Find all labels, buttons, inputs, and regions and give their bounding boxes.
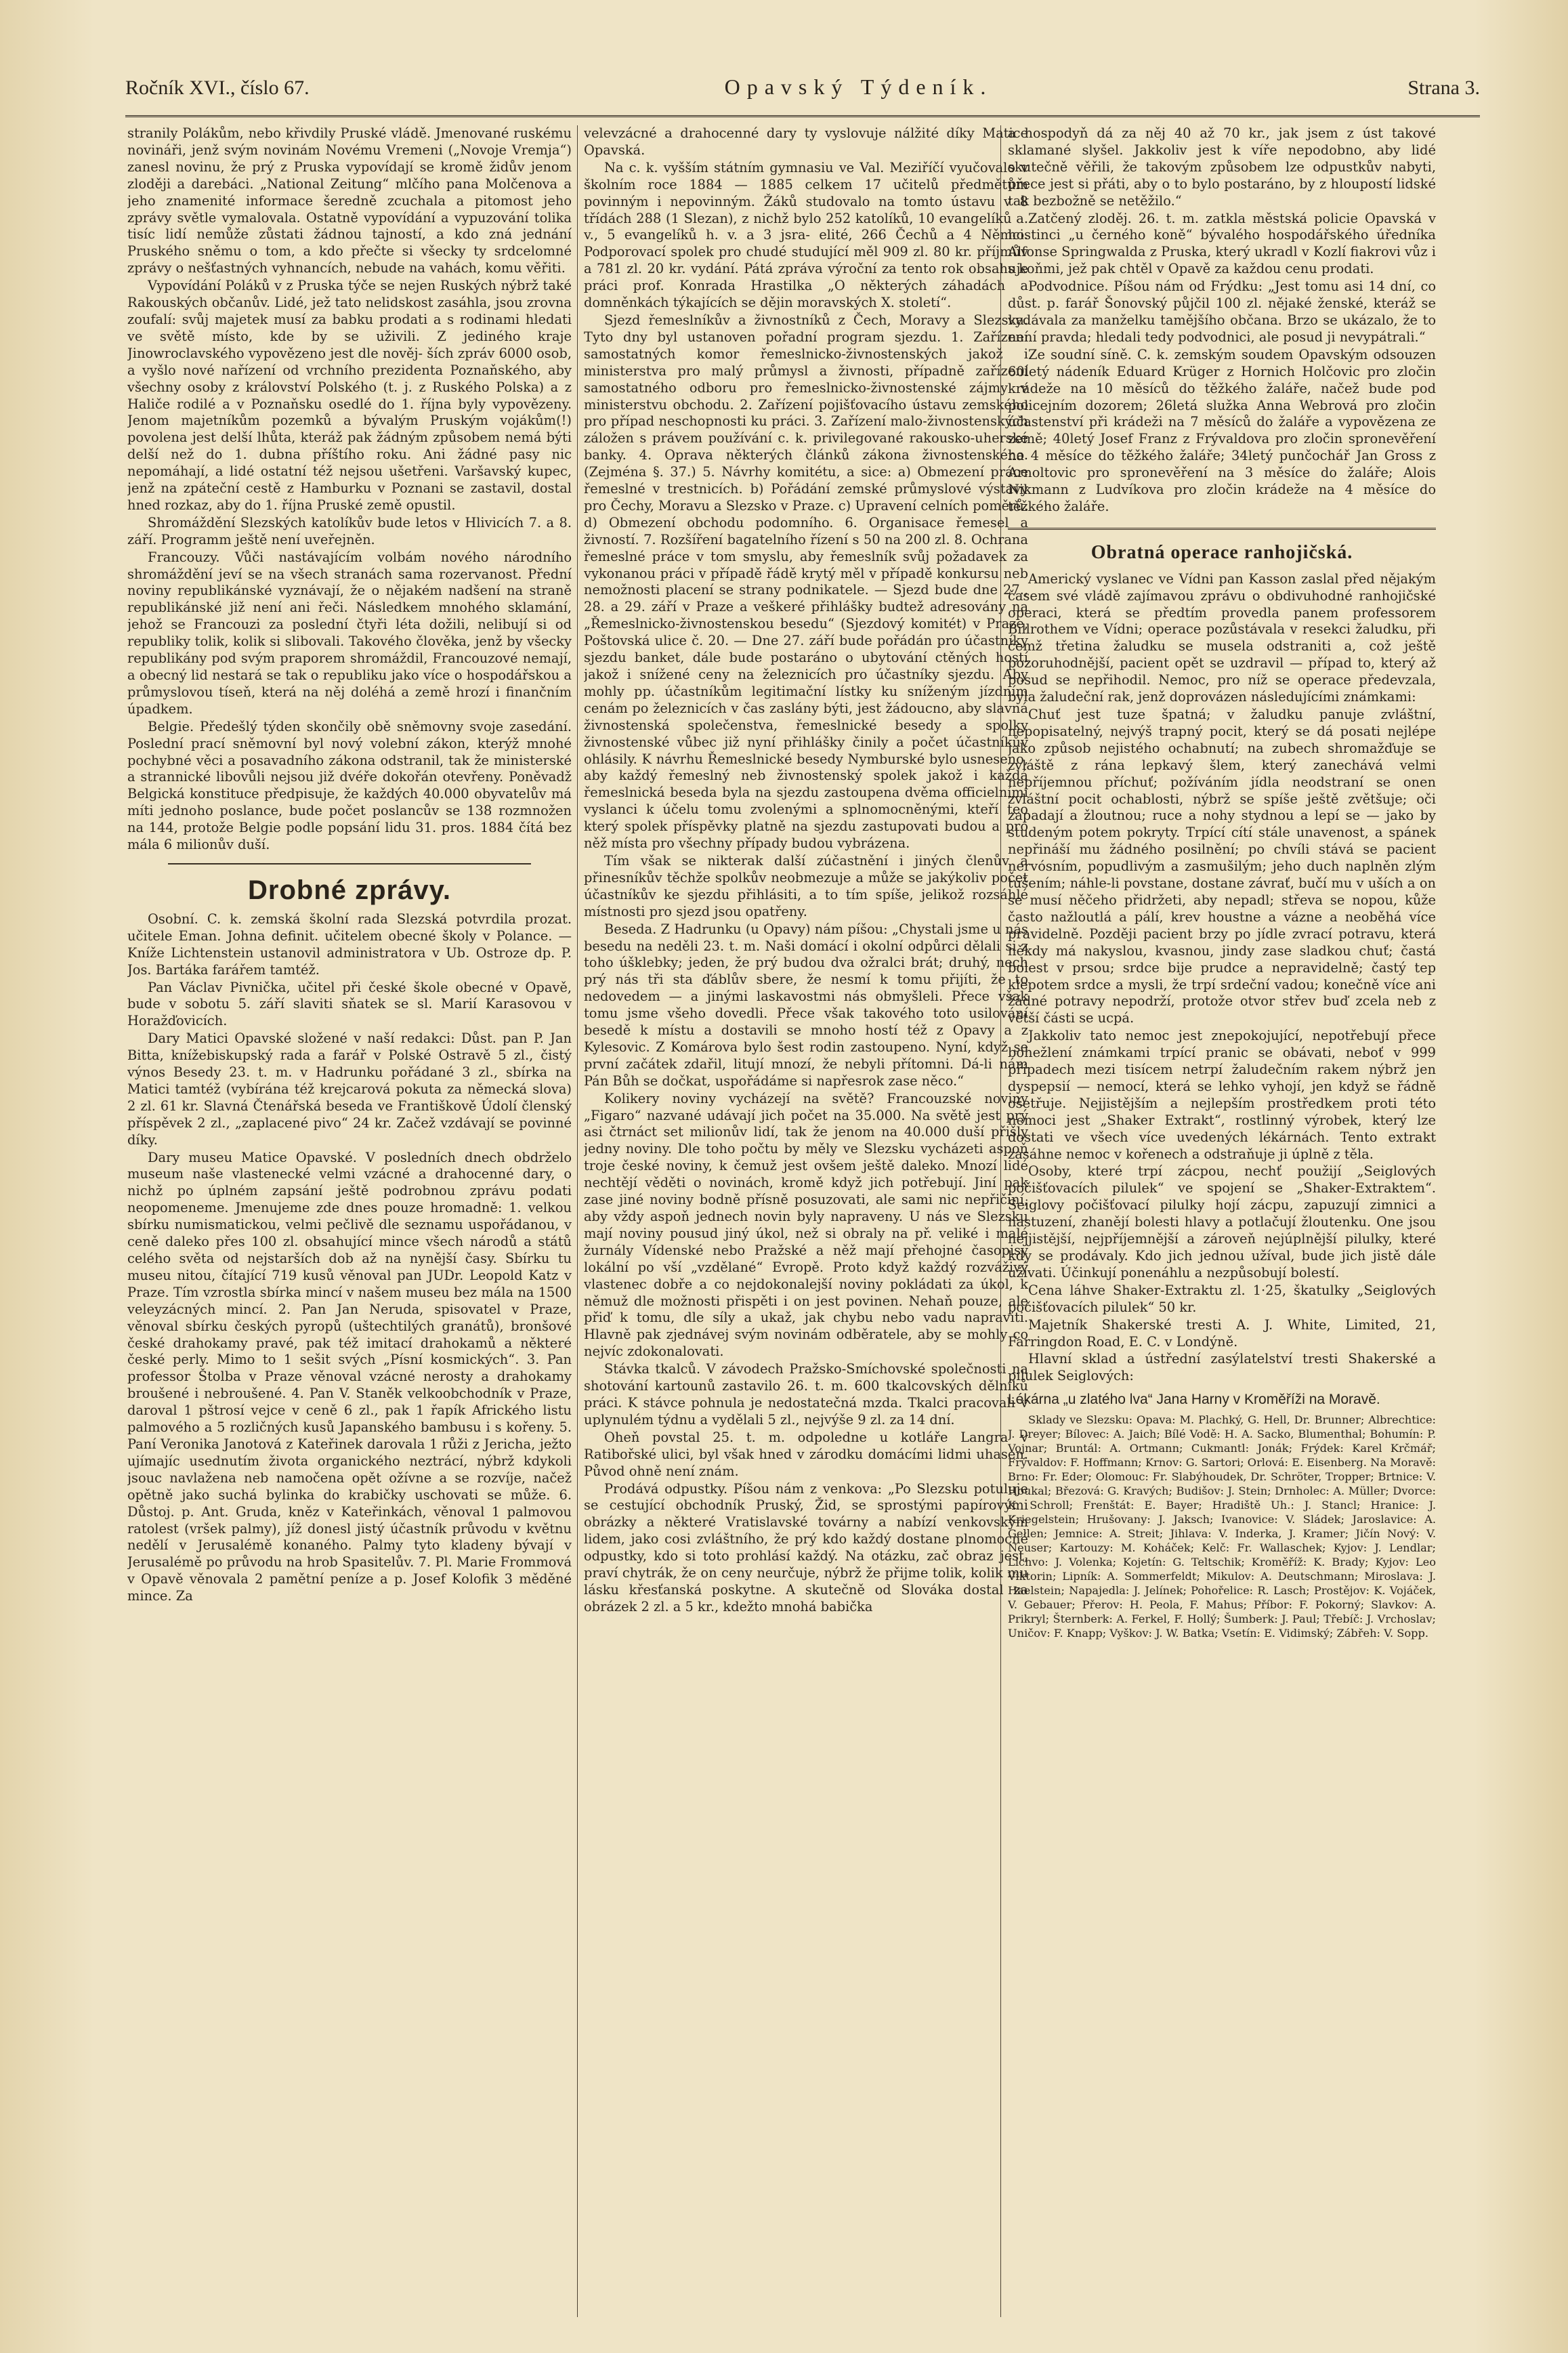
advert-heading: Obratná operace ranhojičská. bbox=[1090, 541, 1353, 563]
news-item: Pan Václav Pivnička, učitel při české škole obecné v Opavě, bude v sobotu 5. září slaviti sňatek se sl. Marií Karasovou v Horažďovicích. bbox=[127, 979, 572, 1029]
news-item: Osobní. C. k. zemská školní rada Slezská potvrdila prozat. učitele Eman. Johna definit. učitelem obecné školy v Polance. — Kníže Lichtenstein ustanovil administratora v Ub. Ostroze dp. P. Jos. Bartáka farářem tamtéž. bbox=[127, 911, 572, 978]
advert-paragraph: Chuť jest tuze špatná; v žaludku panuje zvláštní, nepopisatelný, nejvýš trapný pocit, který se dá posati nejlépe jako způsob nejistého ochabnutí; na zubech shromažďuje se zvláště z rána lepkavý šlem, který zanechává velmi nepříjemnou příchuť; požíváním jídla neodstraní se onen zvláštní pocit ochablosti, nýbrž se spíše ještě zvětšuje; oči zapadají a žloutnou; ruce a nohy stydnou a lepí se — jako by studeným potem pokryty. Trpící cítí stále unavenost, a spánek nepřináší mu žádného posilnění; po chvíli stává se pacient nervósním, popudlivým a zasmušilým; jeho duch naplněn zlým tušením; náhle-li povstane, dostane závrať, bučí mu v uších a on se musí něčeho přidržeti, aby nepadl; střeva se nopou, kůže často nažloutlá a pálí, krev houstne a vázne a neoběhá více pravidelně. Později pacient brzy po jídle zvrací potravu, která někdy má nakyslou, kvasnou, jindy zase sladkou chuť; častá bolest v prsou; srdce bije prudce a nepravidelně; častý tep klepotem srdce a mysli, že trpí srdeční vadou; konečně více ani žádné potravy nepodrží, protože otvor střev buď zcela neb z větší části se ucpá. bbox=[1008, 707, 1436, 1026]
advert-paragraph: Osoby, které trpí zácpou, nechť použijí „Seiglových počišťovacích pilulek“ ve spojení se „Shaker-Extraktem“. Seiglovy počišťovací pilulky hojí zácpu, zapuzují zimnici a nastuzení, zhanějí bolesti hlavy a potlačují žloutenku. One jsou nejjistější, nejpříjemnější a zároveň nejúplnější pilulky, které kdy se prodávaly. Kdo jich jednou užíval, bude jich jistě dále užívati. Účinkují ponenáhlu a nezpůsobují bolestí. bbox=[1008, 1163, 1436, 1280]
article-paragraph: Vypovídání Poláků v z Pruska týče se nejen Ruských nýbrž také Rakouských občanův. Lidé, jež tato nelidskost zasáhla, jsou zrovna zoufalí: svůj majetek musí za babku prodati a s rodinami hledati ve světě místo, kde by se uživili. Z jediného kraje Jinowroclavského vypovězeno jest dle nověj- ších zpráv 6000 osob, a vyšlo nové nařízení od vrchního prezidenta Poznaňského, aby všechny osoby z království Polského (t. j. z Ruského Polska) a z Haliče rodilé a v Poznaňsku osedlé do 1. října byly vypovězeny. Jenom majetníkům pozemků a bývalým Pruským vojákům(!) povolena jest delší lhůta, kteráž pak žádným způsobem nemá býti delší než do 1. dubna příštího roku. Ani žádné pasy nic nepomáhají, a lidé ostatní též nejsou ušetřeni. Varšavský kupec, jenž na zpáteční cestě z Hamburku v Poznani se zastavil, dostal hned rozkaz, aby do 1. října Pruské země opustil. bbox=[127, 278, 572, 513]
news-item: Tím však se nikterak další zúčastnění i jiných členův a přinesníkův těchže spolkův neobmezuje a může se jakýkoliv počet účastníkův ke sjezdu přihlásiti, a to tím spíše, jelikož rozsáhlé místnosti pro sjezd jsou opatřeny. bbox=[584, 852, 1028, 919]
news-item: Na c. k. vyšším státním gymnasiu ve Val. Meziříčí vyučovalo v školním roce 1884 — 1885 celkem 17 učitelů předmětům povinným i nepovinným. Žáků studovalo na tomto ústavu v 8 třídách 288 (1 Slezan), z nichž bylo 252 katolíků, 10 evangelíků a. v., 5 evangelíků h. v. a 3 jsra- elité, 266 Čechů a 4 Němci. Podporovací spolek pro chudé studující měl 909 zl. 80 kr. příjmův a 781 zl. 20 kr. vydání. Pátá zpráva výroční za tento rok obsahuje práci prof. Konrada Hrastilka „O některých záhadách a domněnkách týkajících se dějin moravských X. století“. bbox=[584, 159, 1028, 311]
news-item: Dary museu Matice Opavské. V posledních dnech obdrželo museum naše vlastenecké velmi vzácné a drahocenné dary, o nichž po úplném zapsání ještě podrobnou zprávu podati neopomeneme. Jmenujeme zde dnes pouze hromadně: 1. velkou sbírku numismatickou, velmi pečlivě dle seznamu uspořádanou, v ceně daleko přes 100 zl. obsahující mince všech národů a států celého světa od nejstarších dob až na nynější časy. Sbírku tu museu nitou, čítající 719 kusů věnoval pan JUDr. Leopold Katz v Praze. Tím vzrostla sbírka mincí v našem museu bez mála na 1500 veleyzácných mincí. 2. Pan Jan Neruda, spisovatel v Praze, věnoval sbírku českých pyropů (uštechtilých granátů), bronšové české drahokamy pravé, pak též imitací drahokamů a některé české perly. Mimo to 1 sešit svých „Písní kosmických“. 3. Pan professor Štolba v Praze věnoval vzácné nerosty a drahokamy broušené i nebroušené. 4. Pan V. Staněk velkoobchodník v Praze, daroval 1 pštrosí vejce v ceně 6 zl., pak 1 řapík Afrického listu palmového a 5 rozličných kusů Japanského bambusu i s kořeny. 5. Paní Veronika Janotová z Kateřinek darovala 1 růži z Jericha, ježto ujímajíc usednutím života organického neztrácí, nýbrž kdykoli jsouc navlažena neb namočena opět ožívne a se rozvíje, načež opětně jako suchá bylinka do krabičky uschovati se může. 6. Důstoj. p. Ant. Gruda, kněz v Kateřinkách, věnoval 1 palmovou ratolest (vršek palmy), jíž donesl jistý účastník průvodu v květnu nedělí v Jerusalémě konaného. Palmy tyto kladeny bývají v Jerusalémě po průvodu na hrob Spasitelův. 7. Pl. Marie Frommová v Opavě věnovala 2 pamětní peníze a p. Josef Kolofik 3 měděné mince. Za bbox=[127, 1149, 572, 1604]
news-item: Sjezd řemeslníkův a živnostníků z Čech, Moravy a Slezska. Tyto dny byl ustanoven pořadní program sjezdu. 1. Zařízení samostatných komor řemeslnicko-živnostenských jakož i ministerstva pro malý průmysl a živnosti, případně zařízení samostatného odboru pro řemeslnicko-živnostenské zájmy v ministerstvu obchodu. 2. Zařízení pojišťovacího ústavu zemského pro případ neschopnosti ku práci. 3. Zařízení malo-živnostenských záložen s právem používání c. k. privilegované rakousko-uherské banky. 4. Oprava některých článků zákona živnostenského. (Zejména §. 37.) 5. Návrhy komitétu, a sice: a) Obmezení práce řemeslné v trestnicích. b) Pořádání zemské průmyslové výstavy pro Čechy, Moravu a Slezsko v Praze. c) Upravení celních poměrů. d) Obmezení obchodu podomního. 6. Organisace řemesel a živností. 7. Rozšíření bagatelního řízení s 50 na 200 zl. 8. Ochrana řemeslné práce v tom smyslu, aby řemeslník svůj požadavek za vykonanou práci v případě řádě krytý měl v případě konkursu neb nemožnosti placení se strany podnikatele. — Sjezd bude dne 27., 28. a 29. září v Praze a veškeré přihlášky budtež adresovány na „Řemeslnicko-živnostenskou besedu“ (Sjezdový komitét) v Praze, Poštovská ulice č. 20. — Dne 27. září bude pořádán pro účastníky sjezdu banket, dále bude postaráno o ubytování ctěných hostí jakož i snížené ceny na železnicích pro účastníky sjezdu. Aby mohly pp. účastníkům legitimační lístky ku sníženým jízdním cenám po železnicích v čas zaslány býti, jest žádoucno, aby slavná živnostenská společenstva, řemeslnické besedy a spolky živnostenské vůbec již nyní přihlášky činily a počet účastníkův ohlásily. K návrhu Řemeslnické besedy Nymburské bylo usneseno, aby každý řemeslný neb živnostenský spolek jakož i každá řemeslnická beseda byla na sjezdu zastoupena dvěma officielními vyslanci k účelu tomu zvolenými a splnomocněnými, kteří teo který spolek příspěvky platně na sjezdu zastupovati budou a pro něž místa pro všechny případy budou vybrázena. bbox=[584, 312, 1028, 852]
volume-issue: Ročník XVI., číslo 67. bbox=[125, 77, 310, 99]
news-item: Kolikery noviny vycházejí na světě? Francouzské noviny „Figaro“ nazvané udávají jich počet na 35.000. Na světě jest prý asi čtrnáct set milionův lidí, tak že jenom na 40.000 duší přišly jedny noviny. Dle toho počtu by měly ve Slezsku vycházeti aspoň troje české noviny, k čemuž jest ovšem ještě daleko. Mnozí lidé nechtějí věděti o novinách, kromě když jich potřebují. Jiní pak zase jiné noviny bodně přísně posuzovati, ale sami nic nepřičiní, aby vždy aspoň jednech novin byly napraveny. U nás ve Slezsku mají noviny pousud jiný úkol, než si obraly na př. veliké i malé žurnály Vídenské nebo Pražské a něž mají přehojné časopisy lokální po vší „vzdělané“ Evropě. Proto když každý rozváživý vlastenec dobře a co nejdokonalejší noviny pokládati za úkol, k němuž dle možnosti přispěti i on jest povinen. Nehaň pouze, ale přiď k tomu, dle síly a ukaž, jak chybu nebo vadu napraviti. Hlavně pak zjednávej svým novinám odběratele, aby se mohly co nejvíc zdokonalovati. bbox=[584, 1090, 1028, 1360]
advert-paragraph: Americký vyslanec ve Vídni pan Kasson zaslal před nějakým časem své vládě zajímavou zprávu o obdivuhodné ranhojičské operaci, která se předtím provedla panem professorem Billrothem ve Vídni; operace pozůstávala v resekci žaludku, při čemž třetina žaludku se musela odstraniti a, což ještě pozoruhodnější, pacient opět se uzdravil — případ to, který až posud se nepřihodil. Nemoc, pro níž se operace předevzala, byla žaludeční rak, jenž doprovázen následujícími známkami: bbox=[1008, 570, 1436, 705]
news-item: Ze soudní síně. C. k. zemským soudem Opavským odsouzen 60letý nádeník Eduard Krüger z Hornich Holčovic pro zločin krádeže na 10 měsíců do těžkého žaláře, načež bude pod policejním dozorem; 26letá služka Anna Webrová pro zločin účastenství při krádeži na 7 měsíců do žaláře a vypovězena ze země; 40letý Josef Franz z Frývaldova pro zločin spronevěření na 4 měsíce do těžkého žaláře; 34letý punčochář Jan Gross z Arnoltovic pro spronevěření na 3 měsíce do žaláře; Alois Nikmann z Ludvíkova pro zločin krádeže na 4 měsíce do těžkého žaláře. bbox=[1008, 346, 1436, 514]
newspaper-title: Opavský Týdeník. bbox=[724, 75, 993, 99]
news-item: Prodává odpustky. Píšou nám z venkova: „Po Slezsku potuluje se cestující obchodník Pruský, Žid, se sprostými papírovými obrázky a některé Vratislavské továrny a nabízí venkovským lidem, jako cosi zvláštního, že prý kdo každý dostane plnomocné odpustky, kdo si toto prohlásí každý. Na otázku, zač obraz jest, praví chytrák, že on ceny neurčuje, nýbrž že přijme tolik, kolik mu lásku křesťanská poskytne. A skutečně od Slováka dostal za obrázek 2 zl. a 5 kr., kdežto mnohá babička bbox=[584, 1480, 1028, 1615]
page-header bbox=[125, 75, 1480, 117]
article-paragraph: Belgie. Předešlý týden skončily obě sněmovny svoje zasedání. Poslední prací sněmovní byl nový volební zákon, kterýž mnohé pochybné věci a posavadního zákona odstranil, tak že ministerské a strannické libovůli nejsou již dvéře dokořán otevřeny. Poněvadž Belgická konstituce předpisuje, že každých 40.000 obyvatelův má míti jednoho poslance, bude počet poslancův se 138 rozmnožen na 144, protože Belgie podle popsání lidu 31. pros. 1884 čítá bez mála 6 milionův duší. bbox=[127, 718, 572, 853]
news-item: Podvodnice. Píšou nám od Frýdku: „Jest tomu asi 14 dní, co důst. p. farář Šonovský půjčil 100 zl. nějaké ženské, kteráž se vydávala za manželku tamějšího občana. Brzo se ukázalo, že to není pravda; hledali tedy podvodnici, ale posud ji nevypátrali.“ bbox=[1008, 278, 1436, 345]
news-item: Beseda. Z Hadrunku (u Opavy) nám píšou: „Chystali jsme u nás besedu na neděli 23. t. m. Naši domácí i okolní odpůrci dělali si z toho úšklebky; jeden, že prý budou dva ožralci brát; druhý, nech prý nás tři sta ďáblův sbere, že nesmí k tomu přijíti, že to nedovedem — a jinými laskavostmi nás obmyšleli. Přece však tomu jsme všeho dovedli. Přece však takového toto usilování besedě k místu a dostavili se mnoho hostí též z Opavy a z Kylesovic. Z Komárova bylo šest rodin zastoupeno. Nyní, když se první začátek zdařil, litují mnozí, že nebyli přítomni. Dá-li nám Pán Bůh se dočkat, uspořádáme si napřesrok zase něco.“ bbox=[584, 921, 1028, 1089]
news-item: Dary Matici Opavské složené v naší redakci: Důst. pan P. Jan Bitta, knížebiskupský rada a farář v Polské Ostravě 5 zl., čistý výnos Besedy 23. t. m. v Hadrunku pořádané 3 zl., sbírka na Matici tamtéž (vybírána též krejcarová pokuta za německá slova) 2 zl. 61 kr. Slavná Čtenářská beseda ve Františkově Údolí členský příspěvek 2 zl., „zaplacené pivo“ 24 kr. Začež vzdávají se povinné díky. bbox=[127, 1030, 572, 1148]
news-item: velevzácné a drahocenné dary ty vyslovuje nálžité díky Matice Opavská. bbox=[584, 125, 1028, 158]
article-paragraph: Shromáždění Slezských katolíkův bude letos v Hlivicích 7. a 8. září. Programm ještě není uveřejněn. bbox=[127, 514, 572, 547]
advert-paragraph: Majetník Shakerské tresti A. J. White, Limited, 21, Farringdon Road, E. C. v Londýně. bbox=[1008, 1316, 1436, 1350]
section-heading: Drobné zprávy. bbox=[248, 875, 451, 905]
news-item: Stávka tkalců. V závodech Pražsko-Smíchovské společnosti na shotování kartounů zastavilo 26. t. m. 600 tkalcovských dělníků práci. K stávce pohnula je nedostatečná mzda. Tkalci pracovali v uplynulém týdnu a vydělali 5 zl., nejvýše 9 zl. za 14 dní. bbox=[584, 1361, 1028, 1428]
page-number: Strana 3. bbox=[1407, 77, 1480, 99]
column-1 bbox=[127, 125, 572, 2317]
advert-paragraph: Cena láhve Shaker-Extraktu zl. 1·25, škatulky „Seiglových počišťovacích pilulek“ 50 kr. bbox=[1008, 1282, 1436, 1315]
column-rule bbox=[577, 125, 578, 2317]
news-item: a hospodyň dá za něj 40 až 70 kr., jak jsem z úst takové sklamané slyšel. Jakkoliv jest k víře nepodobno, aby lidé skutečně věřili, že takovým způsobem lze odpustkův nabyti, přece jest si přáti, aby o to bylo postaráno, by z hloupostí lidské tak bezbožně se netěžilo.“ bbox=[1008, 125, 1436, 209]
article-paragraph: stranily Polákům, nebo křivdily Pruské vládě. Jmenované ruskému novináři, jenž svým novinám Novému Vremeni („Novoje Vremja“) zanesl novinu, že prý z Pruska vypovídají se kromě židův jenom zloději a darebáci. „National Zeitung“ mlčího pana Molčenova a jeho znamenité informace šeredně zcuchala a pitomost jeho zprávy světle vymalovala. Ostatně vypovídání a vypuzování tolika tisíc lidí nemůže zůstati žádnou tajností, a kdo zná jednání Pruského sněmu o tom, a kdo přečte si všecky ty srdcelomné zprávy o nešťastných vyhnancích, nebude na vahách, komu věřiti. bbox=[127, 125, 572, 276]
stockist-list: Sklady ve Slezsku: Opava: M. Plachký, G. Hell, Dr. Brunner; Albrechtice: J. Dreyer; Bílovec: A. Jaich; Bílé Vodě: H. A. Sacko, Blumenthal; Bohumín: P. Vojnar; Bruntál: A. Ortmann; Cukmantl: Jonák; Frýdek: Karel Krčmář; Frývaldov: F. Hoffmann; Krnov: G. Sartori; Orlová: E. Eisenberg. Na Moravě: Brno: Fr. Eder; Olomouc: Fr. Slabýhoudek, Dr. Schröter, Tropper; Brtnice: V. Houkal; Březová: G. Kravých; Budišov: J. Stein; Drnholec: A. Müller; Dvorce: K. Schroll; Frenštát: E. Bayer; Hradiště Uh.: J. Stancl; Hranice: J. Kriegelstein; Hrušovany: J. Jaksch; Ivanovice: V. Sládek; Jaroslavice: A. Gellen; Jemnice: A. Streit; Jihlava: V. Inderka, J. Kramer; Jičín Nový: V. Neuser; Kartouzy: M. Koháček; Kelč: Fr. Wallaschek; Kyjov: J. Lendlar; Lichvo: J. Volenka; Kojetín: G. Teltschik; Kroměříž: K. Brady; Kyjov: Leo Viktorin; Lipník: A. Sommerfeldt; Mikulov: A. Deutschmann; Miroslava: J. Haelstein; Napajedla: J. Jelínek; Pohořelice: R. Lasch; Prostějov: K. Vojáček, V. Gebauer; Přerov: H. Peola, F. Mahus; Příbor: F. Pokorný; Slavkov: A. Prikryl; Šternberk: A. Ferkel, F. Hollý; Šumberk: J. Paul; Třebíč: J. Vrchoslav; Uničov: F. Knapp; Vyškov: J. W. Batka; Vsetín: E. Vidimský; Zábřeh: V. Sopp. bbox=[1008, 1413, 1436, 1640]
divider bbox=[1008, 528, 1436, 530]
column-3 bbox=[1008, 125, 1436, 2317]
news-item: Oheň povstal 25. t. m. odpoledne u kotláře Langra v Ratibořské ulici, byl však hned v zárodku domácími lidmi uhasen. Původ ohně není znám. bbox=[584, 1429, 1028, 1479]
pharmacy-name: Lékárna „u zlatého lva“ Jana Harny v Kroměříži na Moravě. bbox=[1008, 1392, 1380, 1408]
news-item: Zatčený zloděj. 26. t. m. zatkla městská policie Opavská v hostinci „u černého koně“ bývalého hospodářského úředníka Alfonse Springwalda z Pruska, který ukradl v Kozlí fiakrovi vůz i s koňmi, jež pak chtěl v Opavě za každou cenu prodati. bbox=[1008, 210, 1436, 277]
article-paragraph: Francouzy. Vůči nastávajícím volbám nového národního shromáždění jeví se na všech stranách sama rozervanost. Přední noviny republikánské vyznávají, že o nějakém nadšení na straně republikánské již není ani řeči. Následkem mnohého sklamání, jehož se Francouzi za poslední čtyři léta dožili, nelibují si od republiky tolik, kolik si slibovali. Takového člověka, jenž by všecky republikány pod svým praporem shromáždil, Francouzové nemají, a obecný lid nestará se tak o republiku jako více o hospodářskou a průmyslovou tíseň, která na něj doléhá a země hrozí i finančním úpadkem. bbox=[127, 549, 572, 717]
advert-paragraph: Jakkoliv tato nemoc jest znepokojující, nepotřebují přece bohežlení známkami trpící pranic se obávati, neboť v 999 případech mezi tisícem netrpí žaludečním rakem nýbrž jen dyspepsií — nemocí, která se lehko vyhojí, jen když se řádně ošetřuje. Nejjistějším a nejlepším prostředkem proti této nemoci jest „Shaker Extrakt“, rostlinný výrobek, který lze dostati ve všech více uvedených lékárnách. Tento extrakt zasáhne nemoc v kořenech a odstraňuje ji úplně z těla. bbox=[1008, 1028, 1436, 1162]
advert-paragraph: Hlavní sklad a ústřední zasýlatelství tresti Shakerské a pilulek Seiglových: bbox=[1008, 1351, 1436, 1384]
divider bbox=[168, 863, 531, 865]
column-2 bbox=[584, 125, 1028, 2317]
